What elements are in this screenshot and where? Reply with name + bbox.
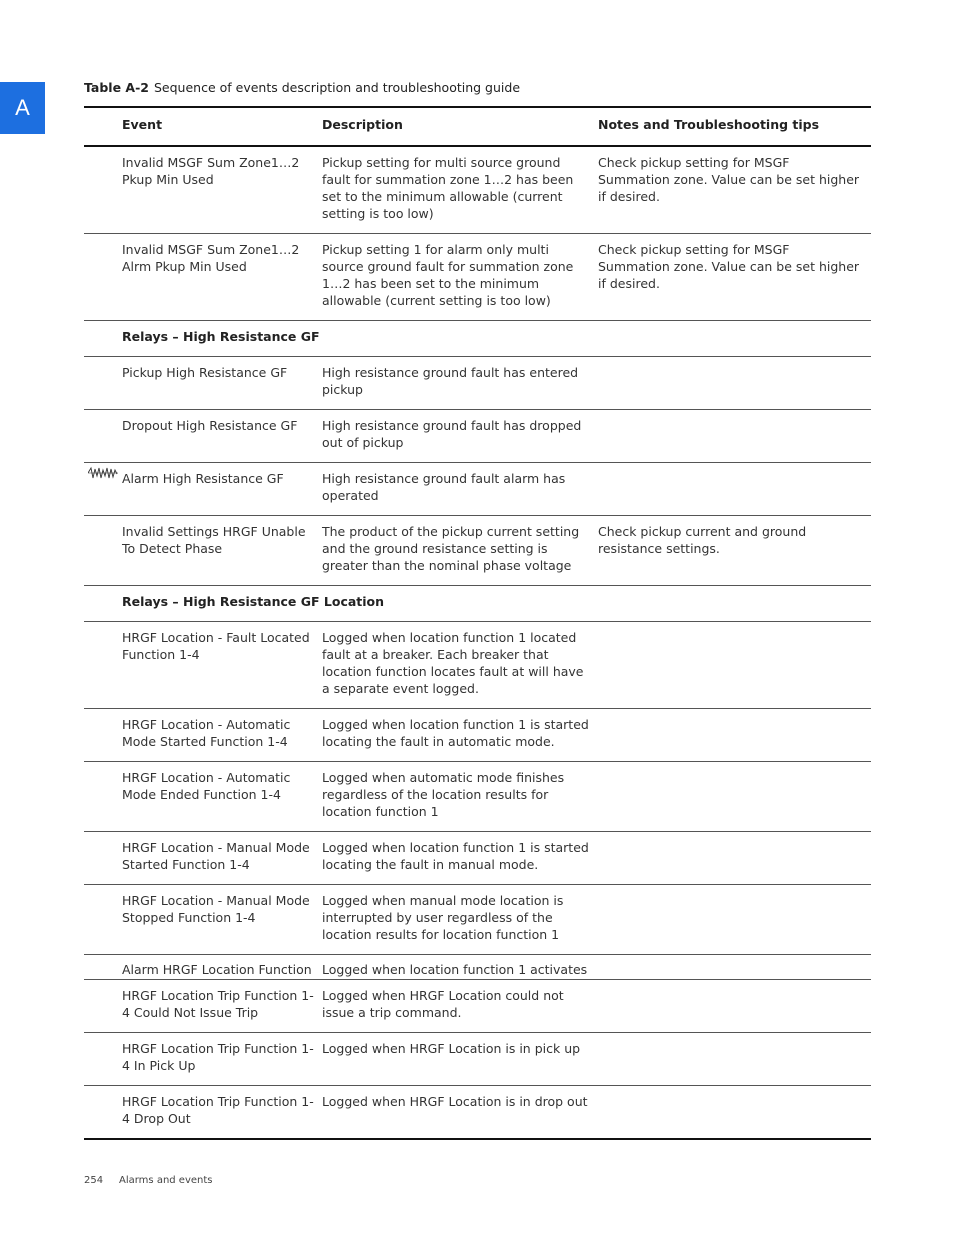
events-table bbox=[84, 106, 871, 1140]
cell-description: Logged when location function 1 is started locating the fault in manual mode. bbox=[322, 840, 589, 872]
footer-section: Alarms and events bbox=[119, 1175, 213, 1186]
cell-description: Logged when location function 1 activates bbox=[322, 962, 588, 977]
table-body bbox=[84, 146, 871, 1139]
cell-description: High resistance ground fault has entered pickup bbox=[322, 365, 579, 397]
cell-event: Invalid Settings HRGF Unable To Detect Phase bbox=[122, 524, 306, 556]
cell-description: Logged when location function 1 located fault at a breaker. Each breaker that location function locates fault at will have a separate event logged. bbox=[322, 630, 584, 696]
table-row bbox=[84, 955, 871, 980]
table-caption-label: Table A-2 bbox=[84, 80, 149, 95]
cell-description: Logged when manual mode location is interrupted by user regardless of the location results for location function 1 bbox=[322, 893, 564, 942]
chapter-tab-letter: A bbox=[15, 95, 30, 120]
cell-event: HRGF Location - Fault Located Function 1-4 bbox=[122, 630, 310, 662]
cell-event: HRGF Location - Manual Mode Started Function 1-4 bbox=[122, 840, 310, 872]
cell-description: High resistance ground fault has dropped out of pickup bbox=[322, 418, 582, 450]
cell-description: Logged when HRGF Location is in pick up bbox=[322, 1041, 581, 1056]
cell-notes bbox=[598, 709, 871, 762]
cell-notes bbox=[598, 357, 871, 410]
cell-notes bbox=[598, 410, 871, 463]
table-row bbox=[84, 146, 871, 234]
cell-event: HRGF Location Trip Function 1-4 Drop Out bbox=[122, 1094, 314, 1126]
cell-event: Pickup High Resistance GF bbox=[122, 365, 288, 380]
cell-event: Invalid MSGF Sum Zone1…2 Pkup Min Used bbox=[122, 155, 300, 187]
cell-notes: Check pickup current and ground resistance settings. bbox=[598, 524, 807, 556]
cell-notes bbox=[598, 622, 871, 709]
cell-notes bbox=[598, 1086, 871, 1140]
cell-notes: Check pickup setting for MSGF Summation zone. Value can be set higher if desired. bbox=[598, 242, 860, 291]
cell-notes: Check pickup setting for MSGF Summation zone. Value can be set higher if desired. bbox=[598, 155, 860, 204]
header-notes: Notes and Troubleshooting tips bbox=[598, 117, 820, 132]
cell-notes bbox=[598, 1033, 871, 1086]
table-row bbox=[84, 463, 871, 516]
cell-description: Pickup setting for multi source ground fault for summation zone 1…2 has been set to the minimum allowable (current setting is too low) bbox=[322, 155, 574, 221]
cell-event: HRGF Location - Automatic Mode Started Function 1-4 bbox=[122, 717, 291, 749]
header-event: Event bbox=[122, 117, 163, 132]
header-description: Description bbox=[322, 117, 403, 132]
table-row bbox=[84, 1033, 871, 1086]
cell-notes bbox=[598, 463, 871, 516]
cell-description: High resistance ground fault alarm has operated bbox=[322, 471, 566, 503]
cell-event: HRGF Location Trip Function 1-4 Could Not Issue Trip bbox=[122, 988, 314, 1020]
table-row bbox=[84, 622, 871, 709]
cell-event: HRGF Location - Manual Mode Stopped Function 1-4 bbox=[122, 893, 310, 925]
table-row bbox=[84, 980, 871, 1033]
cell-description: Logged when automatic mode finishes regardless of the location results for location function 1 bbox=[322, 770, 565, 819]
cell-event: Dropout High Resistance GF bbox=[122, 418, 298, 433]
cell-event: Invalid MSGF Sum Zone1…2 Alrm Pkup Min Used bbox=[122, 242, 300, 274]
cell-notes bbox=[598, 955, 871, 980]
section-row bbox=[84, 321, 871, 357]
table-row bbox=[84, 832, 871, 885]
cell-description: Logged when location function 1 is started locating the fault in automatic mode. bbox=[322, 717, 589, 749]
cell-notes bbox=[598, 980, 871, 1033]
table-row bbox=[84, 709, 871, 762]
chapter-tab bbox=[0, 82, 45, 134]
cell-notes bbox=[598, 885, 871, 955]
cell-description: Logged when HRGF Location is in drop out bbox=[322, 1094, 588, 1109]
table-row bbox=[84, 762, 871, 832]
table-row bbox=[84, 410, 871, 463]
cell-description: The product of the pickup current setting and the ground resistance setting is greater than the nominal phase voltage bbox=[322, 524, 580, 573]
header-row bbox=[84, 107, 871, 146]
table-row bbox=[84, 885, 871, 955]
cell-event: Alarm High Resistance GF bbox=[122, 471, 284, 486]
section-row bbox=[84, 586, 871, 622]
waveform-icon bbox=[88, 466, 118, 480]
table-row bbox=[84, 516, 871, 586]
cell-description: Pickup setting 1 for alarm only multi source ground fault for summation zone 1…2 has been set to the minimum allowable (current setting is too low) bbox=[322, 242, 574, 308]
table-caption-text: Sequence of events description and troubleshooting guide bbox=[153, 80, 521, 95]
table-row bbox=[84, 357, 871, 410]
cell-event: Alarm HRGF Location Function bbox=[122, 962, 312, 977]
page-number: 254 bbox=[84, 1175, 104, 1186]
cell-notes bbox=[598, 762, 871, 832]
cell-event: HRGF Location Trip Function 1-4 In Pick Up bbox=[122, 1041, 314, 1073]
cell-event: HRGF Location - Automatic Mode Ended Function 1-4 bbox=[122, 770, 291, 802]
table-header bbox=[84, 107, 871, 146]
section-title: Relays – High Resistance GF Location bbox=[122, 594, 385, 609]
table-row bbox=[84, 234, 871, 321]
cell-description: Logged when HRGF Location could not issue a trip command. bbox=[322, 988, 564, 1020]
cell-notes bbox=[598, 832, 871, 885]
table-caption bbox=[84, 80, 520, 95]
section-title: Relays – High Resistance GF bbox=[122, 329, 320, 344]
table-row bbox=[84, 1086, 871, 1140]
